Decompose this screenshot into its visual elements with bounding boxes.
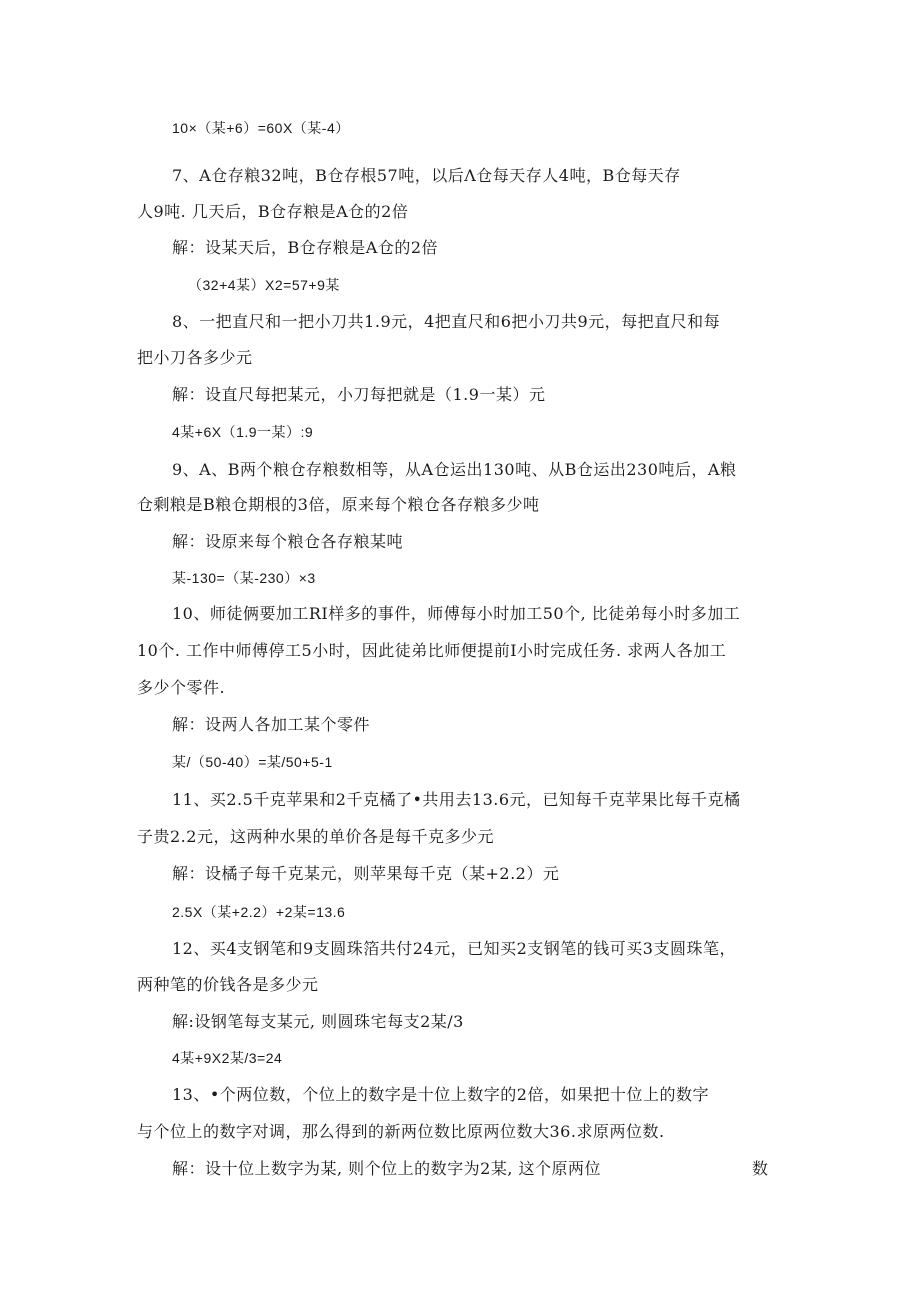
solution-line: 解：设两人各加工某个零件 bbox=[172, 715, 371, 734]
problem-8-line-2: 把小刀各多少元 bbox=[137, 348, 253, 367]
problem-9-line-1: 9、A、B两个粮仓存粮数相等，从A仓运出130吨、从B仓运出230吨后，A粮 bbox=[172, 460, 737, 479]
solution-line: 解：设原来每个粮仓各存粮某吨 bbox=[172, 532, 404, 551]
problem-10-line-3: 多少个零件. bbox=[137, 678, 226, 697]
equation-line: 2.5X（某+2.2）+2某=13.6 bbox=[172, 904, 346, 920]
problem-9-line-2: 仓剩粮是B粮仓期根的3倍，原来每个粮仓各存粮多少吨 bbox=[137, 495, 540, 514]
solution-line: 解：设某天后，B仓存粮是A仓的2倍 bbox=[172, 238, 438, 257]
problem-7-line-2: 人9吨. 几天后，B仓存粮是A仓的2倍 bbox=[137, 202, 409, 221]
problem-10-line-1: 10、师徒俩要加工RI样多的事件，师傅每小时加工50个, 比徒弟每小时多加工 bbox=[172, 604, 741, 623]
equation-line: 4某+9X2某/3=24 bbox=[172, 1050, 283, 1066]
trailing-text: 数 bbox=[752, 1159, 769, 1178]
solution-line: 解：设直尺每把某元，小刀每把就是（1.9一某）元 bbox=[172, 385, 546, 404]
solution-line: 解：设橘子每千克某元，则苹果每千克（某+2.2）元 bbox=[172, 864, 560, 883]
problem-11-line-2: 子贵2.2元，这两种水果的单价各是每千克多少元 bbox=[137, 827, 494, 846]
equation-line: 某/（50-40）=某/50+5-1 bbox=[172, 754, 333, 770]
problem-11-line-1: 11、买2.5千克苹果和2千克橘了•共用去13.6元，已知每千克苹果比每千克橘 bbox=[172, 790, 741, 809]
equation-line: 10×（某+6）=60X（某-4） bbox=[172, 120, 350, 136]
equation-line: 4某+6X（1.9一某）:9 bbox=[172, 424, 314, 440]
problem-13-line-2: 与个位上的数字对调，那么得到的新两位数比原两位数大36.求原两位数. bbox=[137, 1122, 665, 1141]
problem-13-line-1: 13、•个两位数，个位上的数字是十位上数字的2倍，如果把十位上的数字 bbox=[172, 1085, 709, 1104]
problem-8-line-1: 8、一把直尺和一把小刀共1.9元，4把直尺和6把小刀共9元，每把直尺和每 bbox=[172, 312, 721, 331]
problem-10-line-2: 10个. 工作中师傅停工5小时，因此徒弟比师便提前I小时完成任务. 求两人各加工 bbox=[137, 641, 727, 660]
equation-line: 某-130=（某-230）×3 bbox=[172, 570, 316, 586]
equation-line: （32+4某）X2=57+9某 bbox=[188, 277, 340, 293]
problem-12-line-2: 两种笔的价钱各是多少元 bbox=[137, 975, 319, 994]
solution-line: 解：设十位上数字为某, 则个位上的数字为2某, 这个原两位 bbox=[172, 1159, 602, 1178]
solution-line: 解:设钢笔每支某元, 则圆珠宅每支2某/3 bbox=[172, 1012, 464, 1031]
problem-12-line-1: 12、买4支钢笔和9支圆珠箔共付24元，已知买2支钢笔的钱可买3支圆珠笔， bbox=[172, 939, 736, 958]
problem-7-line-1: 7、A仓存粮32吨，B仓存根57吨，以后Λ仓每天存人4吨，B仓每天存 bbox=[172, 166, 681, 185]
